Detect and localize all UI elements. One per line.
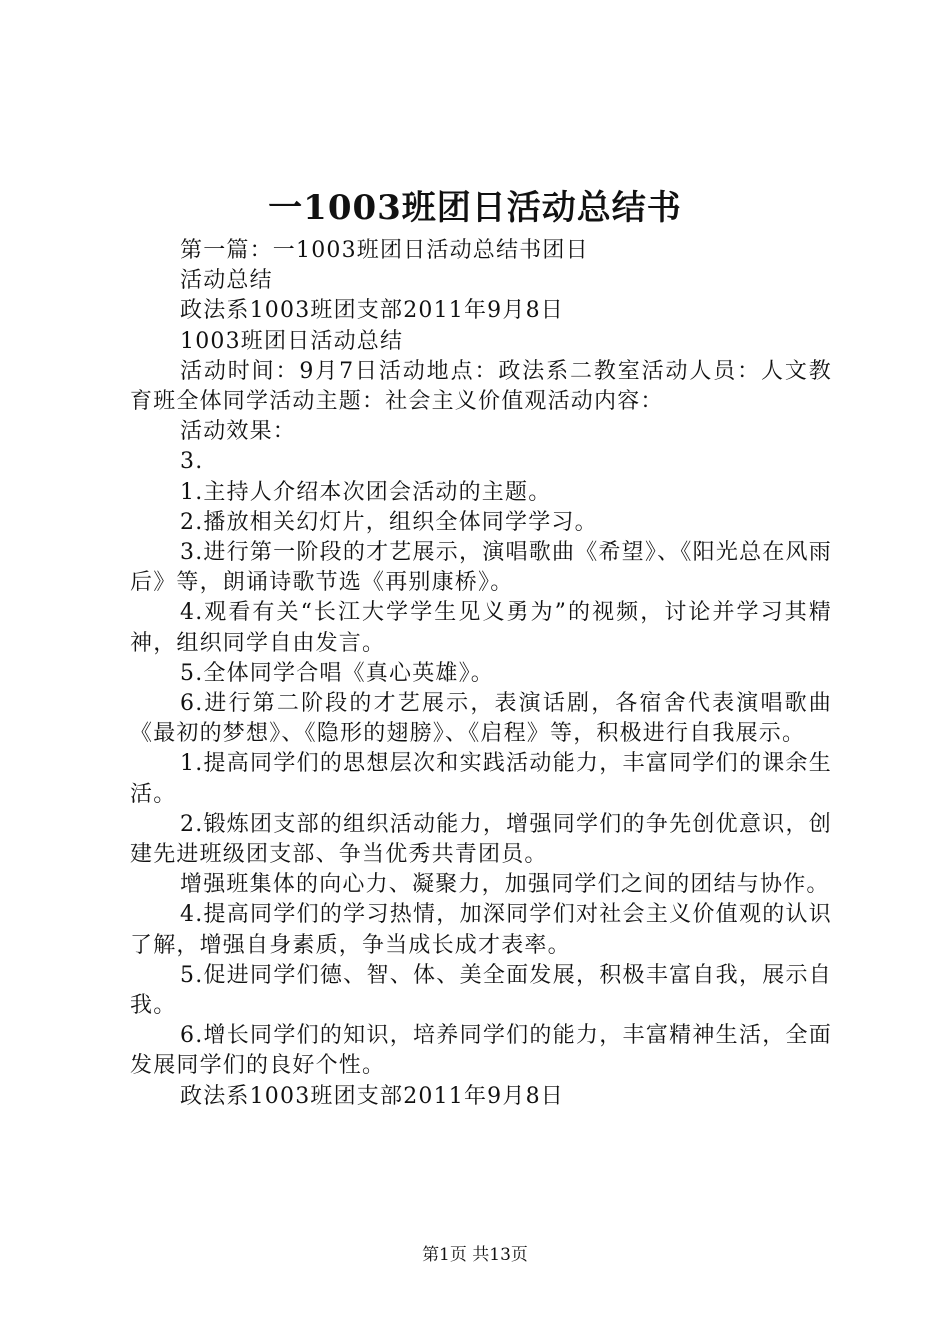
paragraph: 增强班集体的向心力、凝聚力，加强同学们之间的团结与协作。 <box>180 872 830 898</box>
paragraph: 4.观看有关“长江大学学生见义勇为”的视频，讨论并学习其精神，组织同学自由发言。 <box>130 600 832 656</box>
paragraph: 活动效果： <box>180 419 297 445</box>
paragraph: 3.进行第一阶段的才艺展示，演唱歌曲《希望》、《阳光总在风雨后》等，朗诵诗歌节选《再别康桥》。 <box>130 540 832 596</box>
paragraph: 第一篇：一1003班团日活动总结书团日 <box>180 238 589 263</box>
paragraph: 活动总结 <box>180 268 273 294</box>
paragraph: 5.全体同学合唱《真心英雄》。 <box>180 660 494 686</box>
paragraph: 1.主持人介绍本次团会活动的主题。 <box>180 479 552 505</box>
document-body <box>130 236 832 1112</box>
paragraph: 5.促进同学们德、智、体、美全面发展，积极丰富自我，展示自我。 <box>130 962 832 1019</box>
paragraph: 2.播放相关幻灯片，组织全体同学学习。 <box>180 509 598 535</box>
paragraph: 活动时间：9月7日活动地点：政法系二教室活动人员：人文教育班全体同学活动主题：社会主义价值观活动内容： <box>130 358 832 415</box>
paragraph: 6.进行第二阶段的才艺展示，表演话剧，各宿舍代表演唱歌曲《最初的梦想》、《隐形的翅膀》、《启程》等，积极进行自我展示。 <box>130 691 832 747</box>
paragraph: 2.锻炼团支部的组织活动能力，增强同学们的争先创优意识，创建先进班级团支部、争当优秀共青团员。 <box>130 811 832 868</box>
paragraph: 政法系1003班团支部2011年9月8日 <box>180 1083 564 1109</box>
paragraph: 1003班团日活动总结 <box>180 328 404 354</box>
paragraph: 3. <box>180 449 204 475</box>
paragraph: 1.提高同学们的思想层次和实践活动能力，丰富同学们的课余生活。 <box>130 751 832 807</box>
document-title: 一1003班团日活动总结书 <box>268 188 682 228</box>
paragraph: 政法系1003班团支部2011年9月8日 <box>180 298 564 324</box>
paragraph: 6.增长同学们的知识，培养同学们的能力，丰富精神生活，全面发展同学们的良好个性。 <box>130 1023 832 1079</box>
paragraph: 4.提高同学们的学习热情，加深同学们对社会主义价值观的认识了解，增强自身素质，争当成长成才表率。 <box>130 902 832 958</box>
page-footer: 第1页 共13页 <box>422 1245 528 1265</box>
